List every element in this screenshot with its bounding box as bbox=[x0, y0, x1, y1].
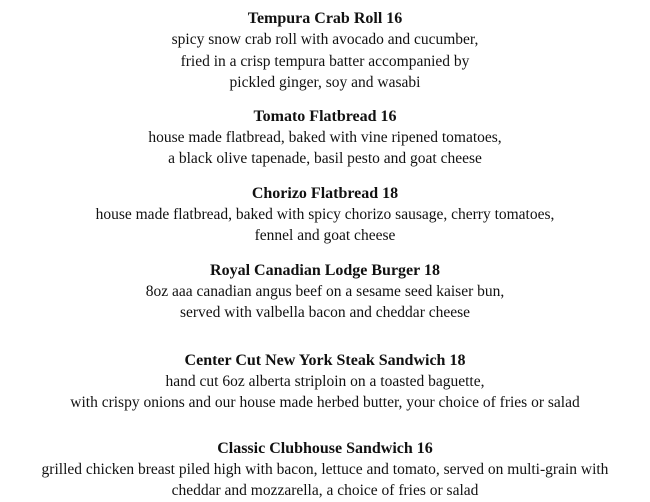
menu-item-description-line: spicy snow crab roll with avocado and cucumber, bbox=[171, 31, 479, 48]
menu-item-classic-clubhouse-sandwich bbox=[0, 438, 650, 502]
menu-item-description-line: grilled chicken breast piled high with bacon, lettuce and tomato, served on multi-grain with bbox=[41, 460, 609, 478]
menu-item-royal-canadian-lodge-burger bbox=[0, 260, 650, 324]
menu-item-tomato-flatbread bbox=[0, 106, 650, 170]
menu-item-description-line: a black olive tapenade, basil pesto and goat cheese bbox=[168, 150, 482, 167]
menu-item-description-line: with crispy onions and our house made herbed butter, your choice of fries or salad bbox=[70, 394, 580, 411]
menu-item-title: Royal Canadian Lodge Burger 18 bbox=[210, 261, 440, 279]
menu-item-description-line: pickled ginger, soy and wasabi bbox=[229, 74, 421, 91]
menu-item-description-line: served with valbella bacon and cheddar cheese bbox=[179, 304, 471, 321]
menu-item-tempura-crab-roll bbox=[0, 8, 650, 94]
menu-item-title: Chorizo Flatbread 18 bbox=[251, 184, 399, 202]
menu-item-description-line: house made flatbread, baked with vine ripened tomatoes, bbox=[148, 128, 502, 146]
menu-item-description-line: 8oz aaa canadian angus beef on a sesame seed kaiser bun, bbox=[145, 282, 505, 300]
menu-list bbox=[0, 8, 650, 502]
menu-item-title: Center Cut New York Steak Sandwich 18 bbox=[184, 351, 466, 369]
menu-item-description-line: cheddar and mozzarella, a choice of fries or salad bbox=[171, 482, 479, 499]
menu-item-center-cut-steak-sandwich bbox=[0, 350, 650, 414]
menu-item-title: Classic Clubhouse Sandwich 16 bbox=[217, 439, 433, 457]
menu-item-description-line: house made flatbread, baked with spicy chorizo sausage, cherry tomatoes, bbox=[95, 205, 555, 223]
menu-item-chorizo-flatbread bbox=[0, 183, 650, 247]
menu-item-description-line: fennel and goat cheese bbox=[254, 227, 396, 244]
menu-item-description-line: fried in a crisp tempura batter accompanied by bbox=[180, 52, 470, 70]
menu-item-description-line: hand cut 6oz alberta striploin on a toasted baguette, bbox=[165, 372, 485, 390]
menu-item-title: Tempura Crab Roll 16 bbox=[247, 10, 403, 27]
menu-item-title: Tomato Flatbread 16 bbox=[253, 107, 397, 125]
